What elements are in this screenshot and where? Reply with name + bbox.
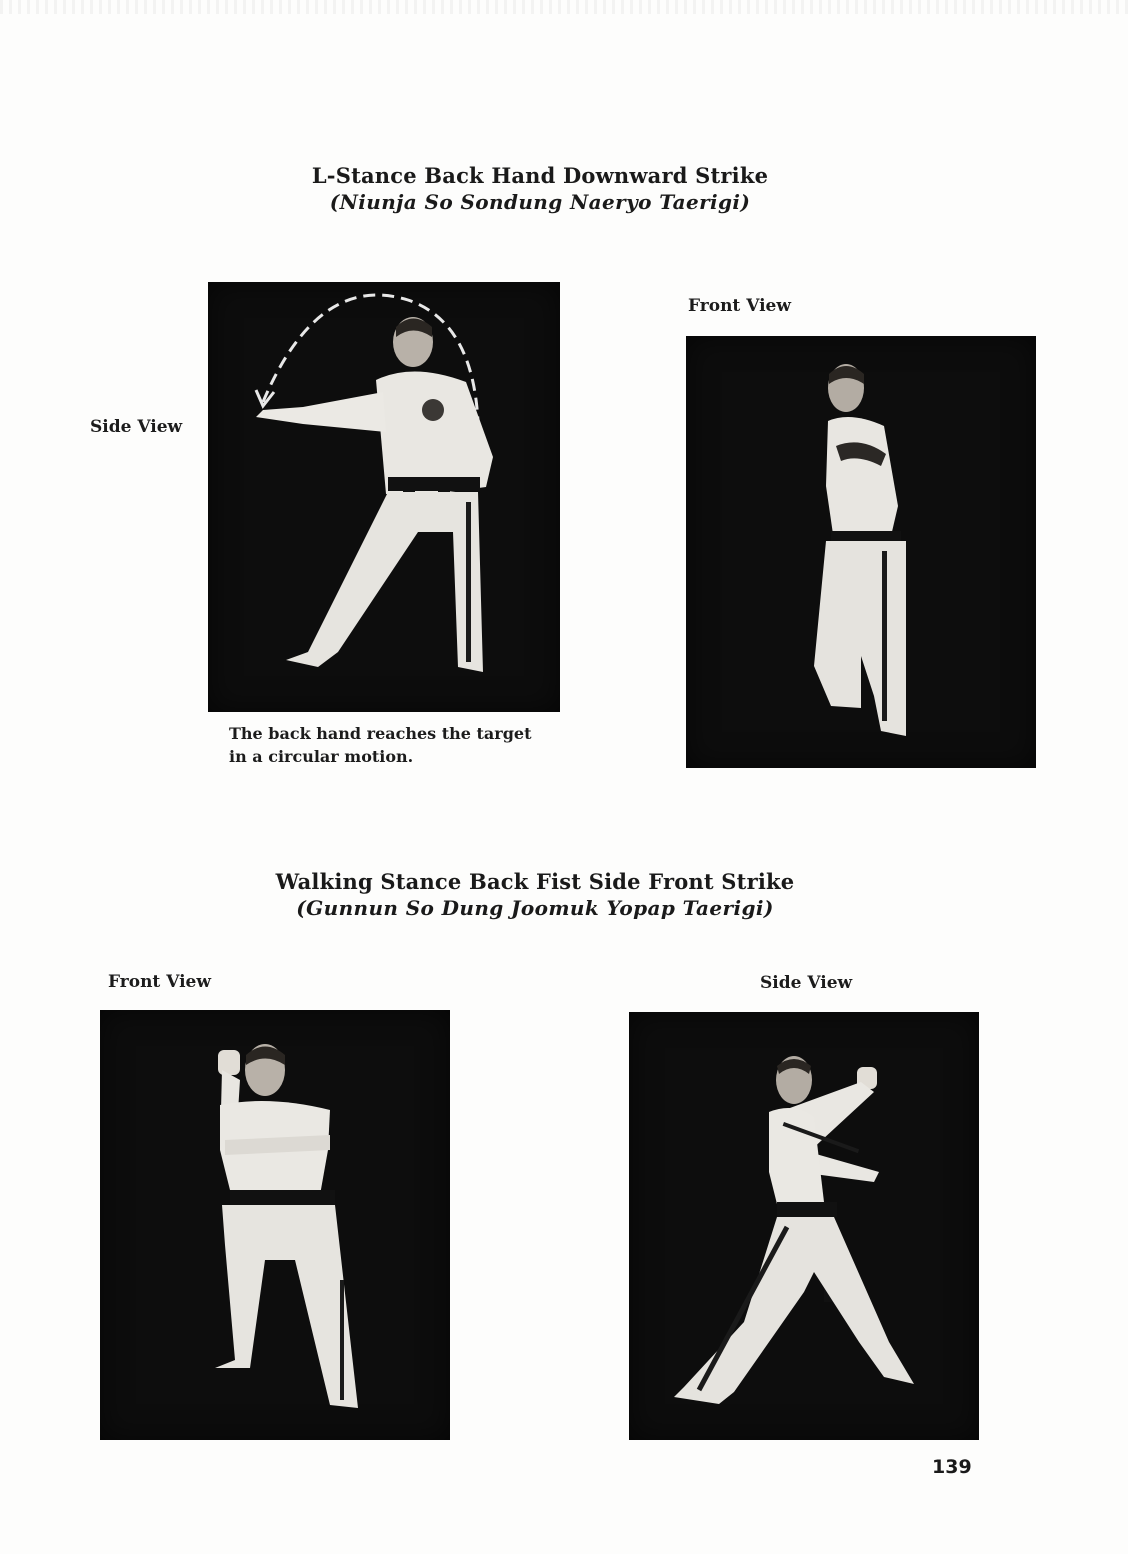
section2-heading [270,868,800,922]
section1-front-view-label: Front View [688,296,791,316]
caption-line-2: in a circular motion. [229,747,414,766]
figure-illustration [208,282,560,712]
section2-side-view-photo [629,1012,979,1440]
section1-side-view-photo [208,282,560,712]
figure-illustration [629,1012,979,1440]
caption-line-1: The back hand reaches the target [229,724,532,743]
section1-caption [229,722,569,768]
page-number: 139 [932,1456,972,1478]
section1-heading [290,162,790,216]
scan-artifact [0,0,1128,14]
section1-title: L-Stance Back Hand Downward Strike [311,163,769,188]
figure-illustration [100,1010,450,1440]
section2-front-view-photo [100,1010,450,1440]
section1-subtitle: (Niunja So Sondung Naeryo Taerigi) [329,190,751,214]
section1-side-view-label: Side View [90,417,183,437]
section2-title: Walking Stance Back Fist Side Front Strike [275,869,795,894]
section2-front-view-label: Front View [108,972,211,992]
section2-subtitle: (Gunnun So Dung Joomuk Yopap Taerigi) [296,896,774,920]
section1-front-view-photo [686,336,1036,768]
section2-side-view-label: Side View [760,973,853,993]
figure-illustration [686,336,1036,768]
